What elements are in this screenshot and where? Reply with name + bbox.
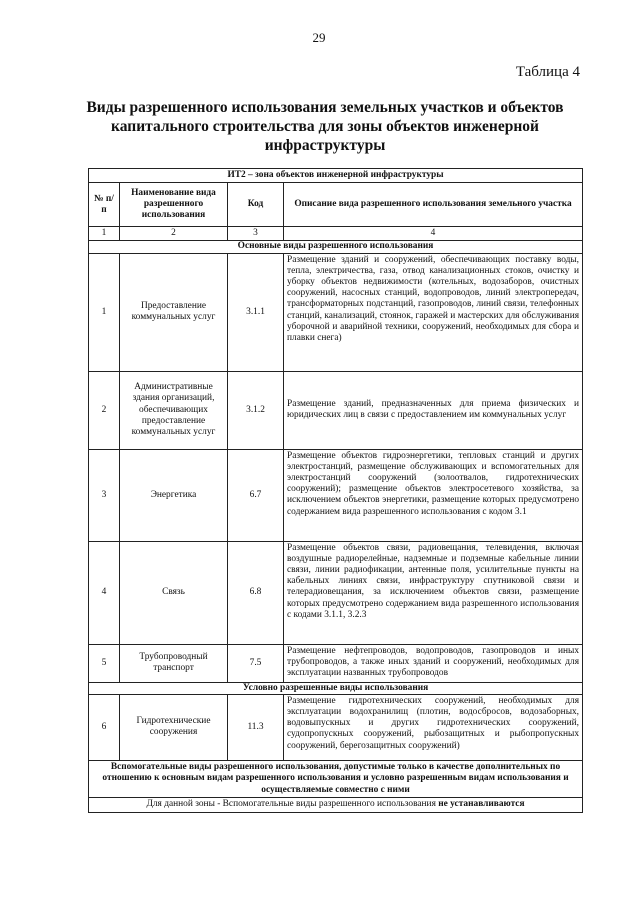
row-number: 6 [89,694,120,760]
row-code: 6.8 [228,541,284,644]
zone-table [88,168,583,813]
column-header-description: Описание вида разрешенного использования земельного участка [284,183,583,227]
zone-header-row [89,169,583,183]
row-description: Размещение зданий и сооружений, обеспечивающих поставку воды, тепла, электричества, газа, отвод канализационных стоков, очистку и уборку объектов недвижимости (котельных, водозаборов, очистных сооружений, насосных станций, водопроводов, линий электропередач, трансформаторных подстанций, газопроводов, линий связи, телефонных станций, канализаций, стоянок, гаражей и мастерских для обслуживания уборочной и аварийной техники, сооружений, необходимых для сбора и плавки снега) [284,253,583,371]
section-row-main [89,241,583,253]
column-number: 1 [89,227,120,241]
row-description: Размещение нефтепроводов, водопроводов, газопроводов и иных трубопроводов, а также иных зданий и сооружений, необходимых для эксплуатации названных трубопроводов [284,644,583,682]
table-row [89,541,583,644]
row-description: Размещение объектов связи, радиовещания, телевидения, включая воздушные радиорелейные, надземные и подземные кабельные линии связи, линии радиофикации, антенные поля, усилительные пункты на кабельных линиях связи, инфраструктуру спутниковой связи и телерадиовещания, за исключением объектов связи, размещение которых предусмотрено содержанием вида разрешенного использования с кодами 3.1.1, 3.2.3 [284,541,583,644]
closing-row [89,798,583,812]
row-code: 6.7 [228,449,284,541]
column-number: 3 [228,227,284,241]
row-use-name: Гидротехнические сооружения [120,694,228,760]
row-use-name: Предоставление коммунальных услуг [120,253,228,371]
row-code: 7.5 [228,644,284,682]
closing-cell [89,798,583,812]
row-description: Размещение зданий, предназначенных для приема физических и юридических лиц в связи с предоставлением им коммунальных услуг [284,371,583,449]
table-label: Таблица 4 [515,64,580,80]
row-use-name: Трубопроводный транспорт [120,644,228,682]
page-number: 29 [312,30,326,45]
column-number: 4 [284,227,583,241]
table-row [89,644,583,682]
table-row [89,253,583,371]
row-code: 3.1.2 [228,371,284,449]
auxiliary-header-row [89,760,583,798]
column-header-row [89,183,583,227]
column-number-row [89,227,583,241]
row-code: 3.1.1 [228,253,284,371]
row-number: 3 [89,449,120,541]
column-header-name: Наименование вида разрешенного использования [120,183,228,227]
row-use-name: Энергетика [120,449,228,541]
row-use-name: Связь [120,541,228,644]
column-header-number: № п/п [89,183,120,227]
document-title: Виды разрешенного использования земельных участков и объектов капитального строительства для зоны объектов инженерной инфраструктуры [86,99,564,154]
closing-text: Для данной зоны - Вспомогательные виды разрешенного использования [146,799,436,810]
row-number: 5 [89,644,120,682]
row-description: Размещение объектов гидроэнергетики, тепловых станций и других электростанций, размещение обслуживающих и вспомогательных для электростанций сооружений (золоотвалов, гидротехнических сооружений); размещение объектов электросетевого хозяйства, за исключением объектов энергетики, размещение которых предусмотрено содержанием вида разрешенного использования с кодом 3.1 [284,449,583,541]
table-row [89,371,583,449]
row-number: 2 [89,371,120,449]
section-row-conditional [89,682,583,694]
row-code: 11.3 [228,694,284,760]
table-row [89,694,583,760]
section-conditional-title: Условно разрешенные виды использования [89,682,583,694]
closing-bold-text: не устанавливаются [438,799,525,810]
row-number: 1 [89,253,120,371]
column-header-code: Код [228,183,284,227]
row-description: Размещение гидротехнических сооружений, необходимых для эксплуатации водохранилищ (плотин, водосбросов, водозаборных, водовыпускных и других гидротехнических сооружений, судопропускных сооружений, рыбозащитных и рыбопропускных сооружений, берегозащитных сооружений) [284,694,583,760]
row-number: 4 [89,541,120,644]
auxiliary-header: Вспомогательные виды разрешенного использования, допустимые только в качестве дополнительных по отношению к основным видам разрешенного использования и условно разрешенным видам использования и осуществляемые совместно с ними [89,760,583,798]
table-row [89,449,583,541]
row-use-name: Административные здания организаций, обеспечивающих предоставление коммунальных услуг [120,371,228,449]
zone-header: ИТ2 – зона объектов инженерной инфраструктуры [89,169,583,183]
column-number: 2 [120,227,228,241]
section-main-title: Основные виды разрешенного использования [89,241,583,253]
